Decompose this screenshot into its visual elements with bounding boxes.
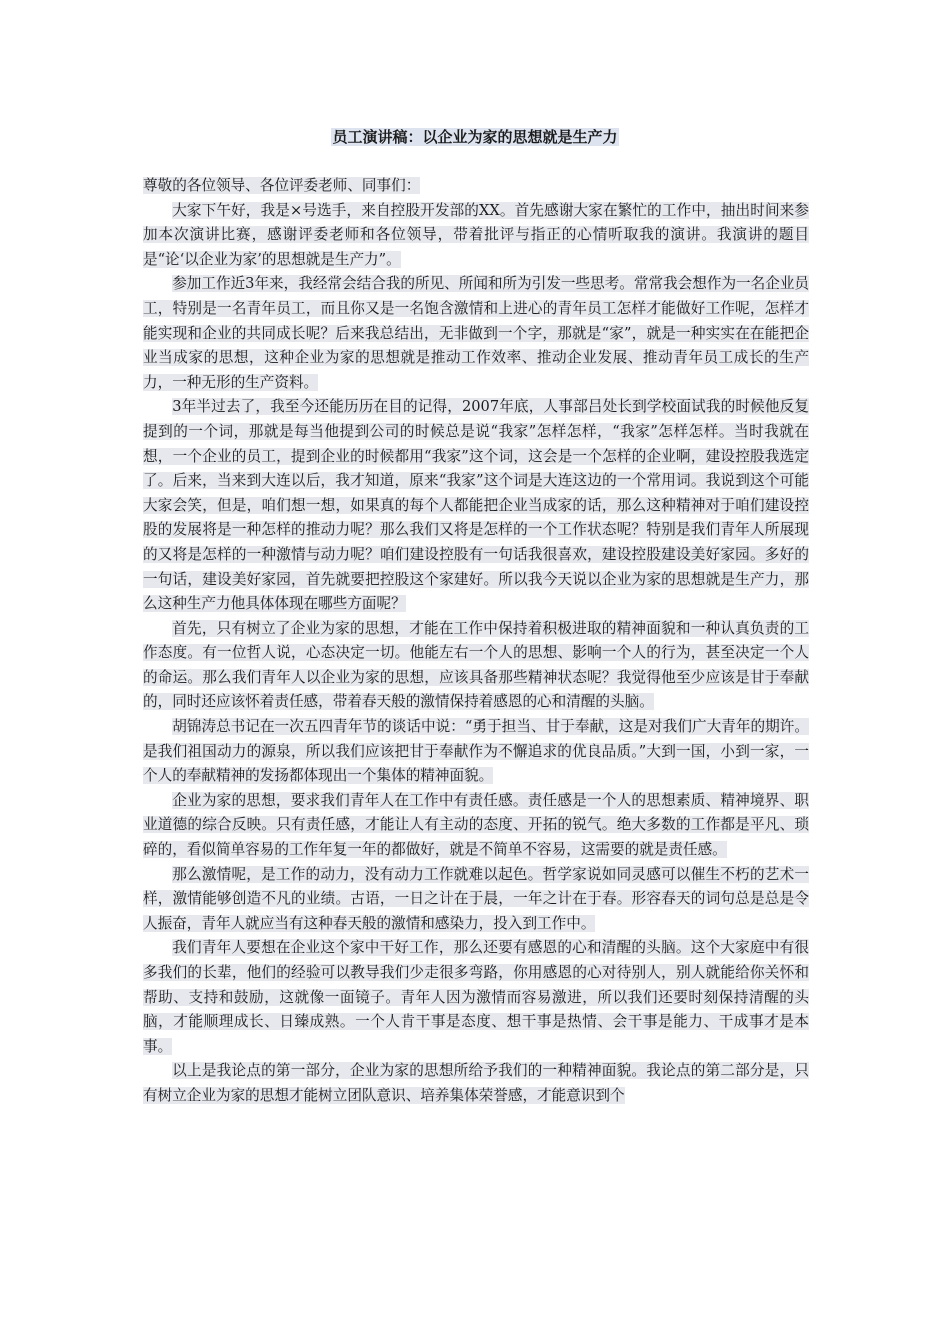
document-body <box>143 174 809 1109</box>
paragraph-text: 企业为家的思想，要求我们青年人在工作中有责任感。责任感是一个人的思想素质、精神境界、职业道德的综合反映。只有责任感，才能让人有主动的态度、开拓的锐气。绝大多数的工作都是平凡、琐碎的，看似简单容易的工作年复一年的都做好，就是不简单不容易，这需要的就是责任感。 <box>143 791 809 859</box>
paragraph <box>143 395 809 616</box>
salutation <box>143 174 809 199</box>
document-title-text: 员工演讲稿：以企业为家的思想就是生产力 <box>332 128 618 146</box>
paragraph <box>143 617 809 715</box>
paragraph <box>143 1059 809 1108</box>
paragraph-text: 大家下午好，我是×号选手，来自控股开发部的XX。首先感谢大家在繁忙的工作中，抽出时间来参加本次演讲比赛，感谢评委老师和各位领导，带着批评与指正的心情听取我的演讲。我演讲的题目是“论‘以企业为家’的思想就是生产力”。 <box>143 201 809 268</box>
paragraph <box>143 789 809 863</box>
paragraph-text: 胡锦涛总书记在一次五四青年节的谈话中说：“勇于担当、甘于奉献，这是对我们广大青年的期许。是我们祖国动力的源泉，所以我们应该把甘于奉献作为不懈追求的优良品质。”大到一国，小到一家，一个人的奉献精神的发扬都体现出一个集体的精神面貌。 <box>143 718 809 785</box>
paragraph <box>143 199 809 273</box>
paragraph-text: 那么激情呢，是工作的动力，没有动力工作就难以起色。哲学家说如同灵感可以催生不朽的艺术一样，激情能够创造不凡的业绩。古语，一日之计在于晨，一年之计在于春。形容春天的词句总是总是令人振奋，青年人就应当有这种春天般的激情和感染力，投入到工作中。 <box>143 865 809 932</box>
paragraph-text: 以上是我论点的第一部分，企业为家的思想所给予我们的一种精神面貌。我论点的第二部分是，只有树立企业为家的思想才能树立团队意识、培养集体荣誉感，才能意识到个 <box>143 1062 809 1104</box>
paragraph-text: 3年半过去了，我至今还能历历在目的记得，2007年底，人事部吕处长到学校面试我的时候他反复提到的一个词，那就是每当他提到公司的时候总是说“我家”怎样怎样，“我家”怎样怎样。当时我就在想，一个企业的员工，提到企业的时候都用“我家”这个词，这会是一个怎样的企业啊，建设控股我选定了。后来，当来到大连以后，我才知道，原来“我家”这个词是大连这边的一个常用词。我说到这个可能大家会笑，但是，咱们想一想，如果真的每个人都能把企业当成家的话，那么这种精神对于咱们建设控股的发展将是一种怎样的推动力呢？那么我们又将是怎样的一个工作状态呢？特别是我们青年人所展现的又将是怎样的一种激情与动力呢？咱们建设控股有一句话我很喜欢，建设控股建设美好家园。多好的一句话，建设美好家园，首先就要把控股这个家建好。所以我今天说以企业为家的思想就是生产力，那么这种生产力他具体体现在哪些方面呢？ <box>143 398 809 613</box>
paragraph <box>143 936 809 1059</box>
paragraph <box>143 715 809 789</box>
paragraph-text: 首先，只有树立了企业为家的思想，才能在工作中保持着积极进取的精神面貌和一种认真负责的工作态度。有一位哲人说，心态决定一切。他能左右一个人的思想、影响一个人的行为，甚至决定一个人的命运。那么我们青年人以企业为家的思想，应该具备那些精神状态呢？我觉得他至少应该是甘于奉献的，同时还应该怀着责任感，带着春天般的激情保持着感恩的心和清醒的头脑。 <box>143 619 809 711</box>
salutation-text: 尊敬的各位领导、各位评委老师、同事们： <box>143 177 421 194</box>
paragraph <box>143 272 809 395</box>
paragraph-text: 我们青年人要想在企业这个家中干好工作，那么还要有感恩的心和清醒的头脑。这个大家庭中有很多我们的长辈，他们的经验可以教导我们少走很多弯路，你用感恩的心对待别人，别人就能给你关怀和帮助、支持和鼓励，这就像一面镜子。青年人因为激情而容易激进，所以我们还要时刻保持清醒的头脑，才能顺理成长、日臻成熟。一个人肯干事是态度、想干事是热情、会干事是能力、干成事才是本事。 <box>143 939 809 1055</box>
paragraph-text: 参加工作近3年来，我经常会结合我的所见、所闻和所为引发一些思考。常常我会想作为一名企业员工，特别是一名青年员工，而且你又是一名饱含激情和上进心的青年员工怎样才能做好工作呢，怎样才能实现和企业的共同成长呢？后来我总结出，无非做到一个字，那就是“家”，就是一种实实在在能把企业当成家的思想，这种企业为家的思想就是推动工作效率、推动企业发展、推动青年员工成长的生产力，一种无形的生产资料。 <box>143 275 810 391</box>
document-title <box>0 126 950 148</box>
paragraph <box>143 863 809 937</box>
